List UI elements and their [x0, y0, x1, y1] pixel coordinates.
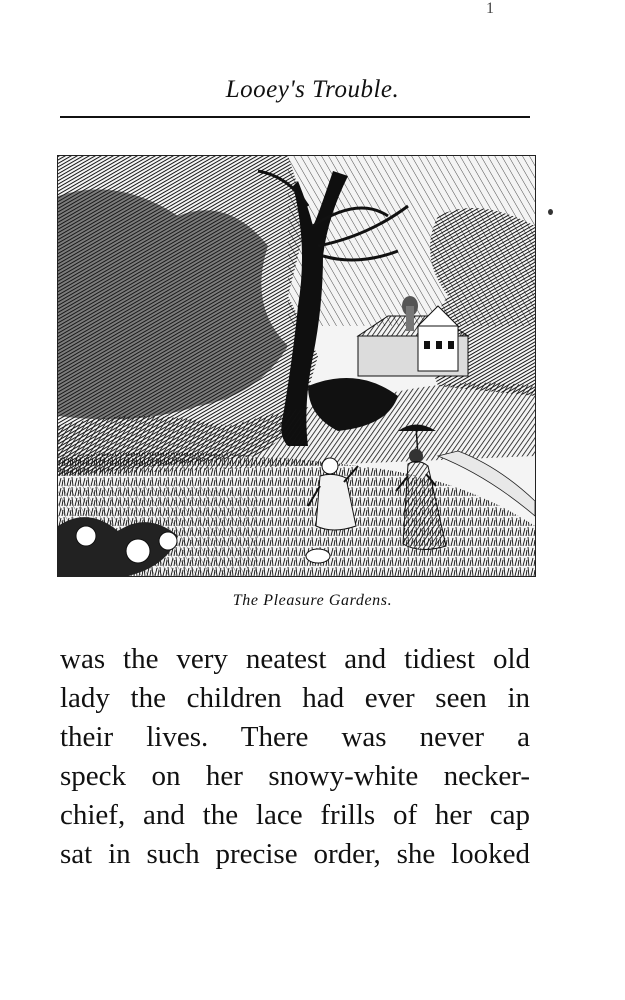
- margin-dot: [548, 209, 553, 215]
- page-mark: 1: [486, 0, 494, 17]
- body-text: [60, 640, 530, 874]
- text-line: lady the children had ever seen in: [60, 682, 530, 714]
- illustration-caption: The Pleasure Gardens.: [232, 592, 393, 609]
- garden-scene-illustration: [58, 156, 535, 576]
- head-rule: [60, 116, 530, 118]
- engraving-illustration: [57, 155, 536, 577]
- text-line: their lives. There was never a: [60, 721, 530, 753]
- text-line: sat in such precise order, she looked: [60, 838, 530, 870]
- text-line: chief, and the lace frills of her cap: [60, 799, 530, 831]
- text-line: speck on her snowy-white necker-: [60, 760, 530, 792]
- running-head: Looey's Trouble.: [225, 76, 400, 103]
- text-line: was the very neatest and tidiest old: [60, 643, 530, 675]
